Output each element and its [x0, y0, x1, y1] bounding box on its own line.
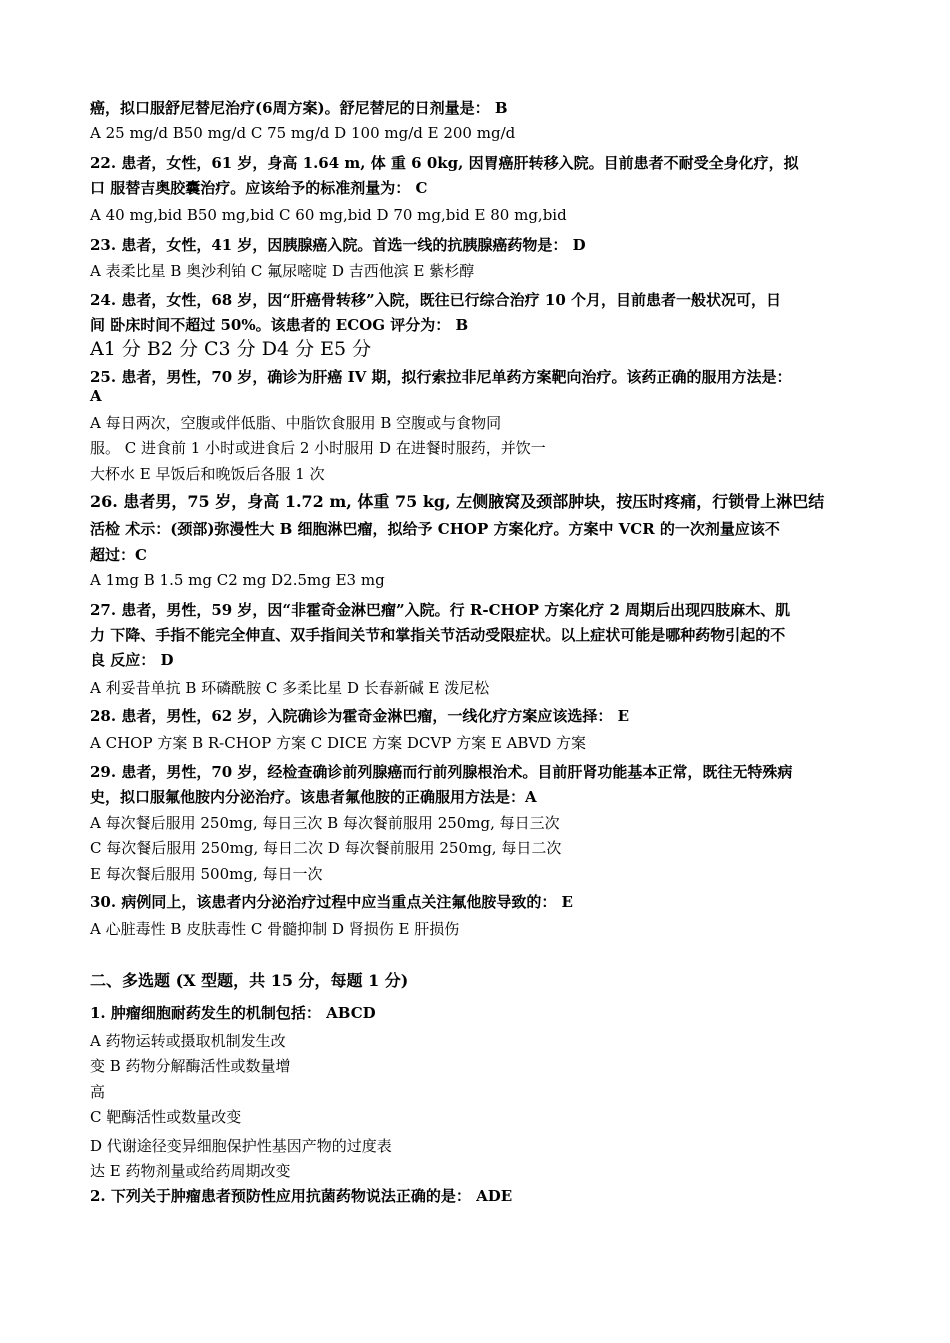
q21-stem-continued: 癌，拟口服舒尼替尼治疗(6周方案)。舒尼替尼的日剂量是： B	[90, 99, 508, 117]
q25-options-line2: 服。 C 进食前 1 小时或进食后 2 小时服用 D 在进餐时服药，并饮一	[90, 439, 546, 457]
q26-stem-line3: 超过：C	[90, 546, 147, 564]
q29-options-line1: A 每次餐后服用 250mg, 每日三次 B 每次餐前服用 250mg, 每日三次	[90, 814, 560, 832]
q26-options: A 1mg B 1.5 mg C2 mg D2.5mg E3 mg	[90, 571, 385, 589]
q29-stem-line1: 29. 患者，男性，70 岁，经检查确诊前列腺癌而行前列腺根治术。目前肝肾功能基本正常，既往无特殊病	[90, 763, 793, 781]
section-heading-multiple-choice: 二、多选题 (X 型题，共 15 分，每题 1 分)	[90, 971, 409, 990]
mq1-option-c: C 靶酶活性或数量改变	[90, 1108, 242, 1126]
q27-stem-line1: 27. 患者，男性，59 岁，因“非霍奇金淋巴瘤”入院。行 R-CHOP 方案化疗 2 周期后出现四肢麻木、肌	[90, 601, 791, 619]
mq1-stem: 1. 肿瘤细胞耐药发生的机制包括： ABCD	[90, 1004, 376, 1022]
q27-stem-line3: 良 反应： D	[90, 651, 174, 669]
q26-stem-line1: 26. 患者男，75 岁，身高 1.72 m, 体重 75 kg, 左侧腋窝及颈部肿块，按压时疼痛，行锁骨上淋巴结	[90, 492, 825, 511]
q28-options: A CHOP 方案 B R-CHOP 方案 C DICE 方案 DCVP 方案 E ABVD 方案	[90, 734, 587, 752]
q30-stem: 30. 病例同上，该患者内分泌治疗过程中应当重点关注氟他胺导致的： E	[90, 893, 573, 911]
mq1-option-b: 变 B 药物分解酶活性或数量增	[90, 1057, 291, 1075]
q25-answer: A	[90, 387, 102, 405]
mq1-option-e: 达 E 药物剂量或给药周期改变	[90, 1162, 291, 1180]
mq2-stem: 2. 下列关于肿瘤患者预防性应用抗菌药物说法正确的是： ADE	[90, 1187, 513, 1205]
q22-stem-line1: 22. 患者，女性，61 岁，身高 1.64 m, 体 重 6 0kg, 因胃癌肝转移入院。目前患者不耐受全身化疗，拟	[90, 154, 799, 172]
q23-options: A 表柔比星 B 奥沙利铂 C 氟尿嘧啶 D 吉西他滨 E 紫杉醇	[90, 262, 475, 280]
q29-options-line2: C 每次餐后服用 250mg, 每日二次 D 每次餐前服用 250mg, 每日二次	[90, 839, 562, 857]
q27-stem-line2: 力 下降、手指不能完全伸直、双手指间关节和掌指关节活动受限症状。以上症状可能是哪种药物引起的不	[90, 626, 786, 644]
q25-stem-line1: 25. 患者，男性，70 岁，确诊为肝癌 IV 期，拟行索拉非尼单药方案靶向治疗。该药正确的服用方法是：	[90, 368, 792, 386]
mq1-option-a: A 药物运转或摄取机制发生改	[90, 1032, 286, 1050]
q22-options: A 40 mg,bid B50 mg,bid C 60 mg,bid D 70 mg,bid E 80 mg,bid	[90, 206, 567, 224]
q24-stem-line1: 24. 患者，女性，68 岁，因“肝癌骨转移”入院，既往已行综合治疗 10 个月，目前患者一般状况可，日	[90, 291, 781, 309]
q25-options-line3: 大杯水 E 早饭后和晚饭后各服 1 次	[90, 465, 325, 483]
q24-options: A1 分 B2 分 C3 分 D4 分 E5 分	[90, 338, 372, 360]
q25-options-line1: A 每日两次，空腹或伴低脂、中脂饮食服用 B 空腹或与食物同	[90, 414, 502, 432]
q28-stem: 28. 患者，男性，62 岁，入院确诊为霍奇金淋巴瘤，一线化疗方案应该选择： E	[90, 707, 630, 725]
q26-stem-line2: 活检 术示：(颈部)弥漫性大 B 细胞淋巴瘤，拟给予 CHOP 方案化疗。方案中 VCR 的一次剂量应该不	[90, 520, 780, 538]
q30-options: A 心脏毒性 B 皮肤毒性 C 骨髓抑制 D 肾损伤 E 肝损伤	[90, 920, 460, 938]
q21-options: A 25 mg/d B50 mg/d C 75 mg/d D 100 mg/d E 200 mg/d	[90, 124, 516, 142]
q22-stem-line2: 口 服替吉奥胶囊治疗。应该给予的标准剂量为： C	[90, 179, 428, 197]
q29-options-line3: E 每次餐后服用 500mg, 每日一次	[90, 865, 323, 883]
q24-stem-line2: 间 卧床时间不超过 50%。该患者的 ECOG 评分为： B	[90, 316, 469, 334]
q23-stem: 23. 患者，女性，41 岁，因胰腺癌入院。首选一线的抗胰腺癌药物是： D	[90, 236, 586, 254]
mq1-option-b-cont: 高	[90, 1083, 106, 1101]
mq1-option-d: D 代谢途径变异细胞保护性基因产物的过度表	[90, 1137, 392, 1155]
q29-stem-line2: 史，拟口服氟他胺内分泌治疗。该患者氟他胺的正确服用方法是：A	[90, 788, 537, 806]
q27-options: A 利妥昔单抗 B 环磷酰胺 C 多柔比星 D 长春新碱 E 泼尼松	[90, 679, 490, 697]
